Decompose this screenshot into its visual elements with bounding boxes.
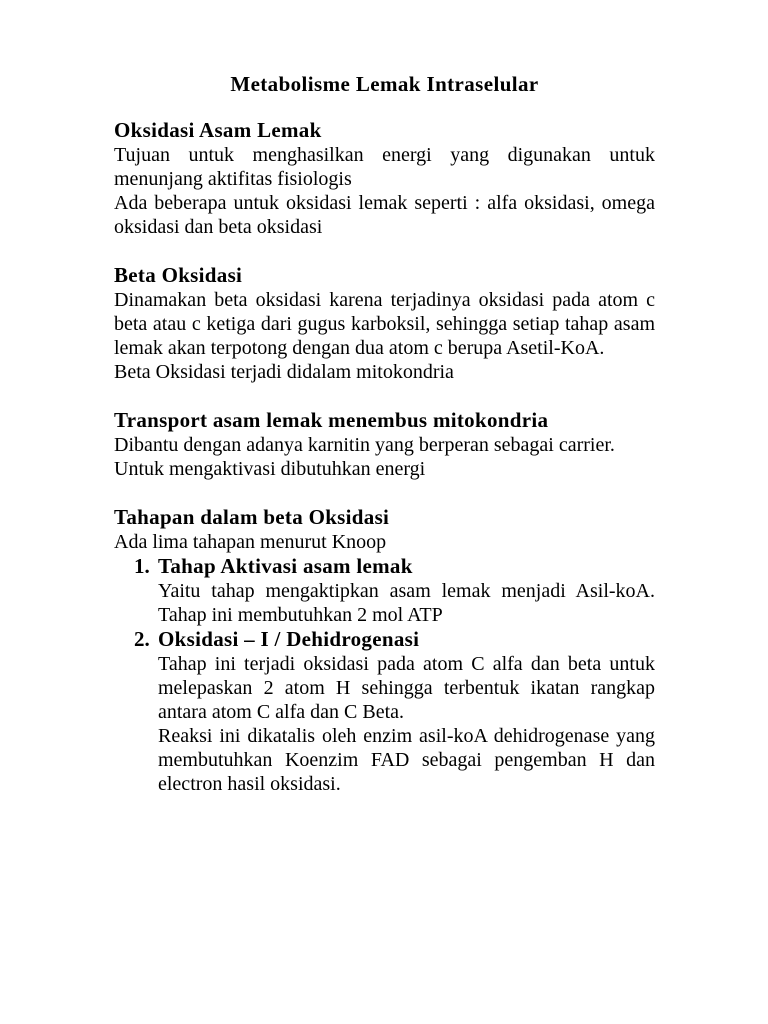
step-title: Tahap Aktivasi asam lemak: [158, 554, 413, 578]
paragraph: Reaksi ini dikatalis oleh enzim asil-koA dehidrogenase yang membutuhkan Koenzim FAD sebagai pengemban H dan electron hasil oksidasi.: [158, 725, 655, 795]
step-number: 1.: [134, 554, 150, 578]
section-tahapan-beta-oksidasi: [114, 505, 655, 796]
section-transport-asam-lemak: [114, 408, 655, 481]
step-title: Oksidasi – I / Dehidrogenasi: [158, 627, 420, 651]
section-heading: Transport asam lemak menembus mitokondria: [114, 408, 549, 432]
section-oksidasi-asam-lemak: [114, 118, 655, 239]
paragraph: Untuk mengaktivasi dibutuhkan energi: [114, 458, 426, 480]
document-body: [114, 66, 655, 796]
section-beta-oksidasi: [114, 263, 655, 384]
section-intro: Ada lima tahapan menurut Knoop: [114, 531, 387, 553]
paragraph: Dinamakan beta oksidasi karena terjadinya oksidasi pada atom c beta atau c ketiga dari gugus karboksil, sehingga setiap tahap asam lemak akan terpotong dengan dua atom c berupa Asetil-KoA.: [114, 289, 655, 359]
section-heading: Beta Oksidasi: [114, 263, 243, 287]
paragraph: Tahap ini terjadi oksidasi pada atom C alfa dan beta untuk melepaskan 2 atom H sehingga terbentuk ikatan rangkap antara atom C alfa dan C Beta.: [158, 653, 655, 723]
paragraph: Ada beberapa untuk oksidasi lemak seperti : alfa oksidasi, omega oksidasi dan beta oksidasi: [114, 192, 655, 238]
section-heading: Tahapan dalam beta Oksidasi: [114, 505, 390, 529]
paragraph: Tujuan untuk menghasilkan energi yang digunakan untuk menunjang aktifitas fisiologis: [114, 144, 655, 190]
step-number: 2.: [134, 627, 150, 651]
paragraph: Beta Oksidasi terjadi didalam mitokondria: [114, 361, 454, 383]
paragraph: Yaitu tahap mengaktipkan asam lemak menjadi Asil-koA. Tahap ini membutuhkan 2 mol ATP: [158, 580, 655, 626]
document-title: Metabolisme Lemak Intraselular: [230, 72, 539, 96]
list-item: [114, 627, 655, 796]
section-heading: Oksidasi Asam Lemak: [114, 118, 322, 142]
steps-list: [114, 554, 655, 796]
list-item: [114, 554, 655, 627]
paragraph: Dibantu dengan adanya karnitin yang berperan sebagai carrier.: [114, 434, 615, 456]
